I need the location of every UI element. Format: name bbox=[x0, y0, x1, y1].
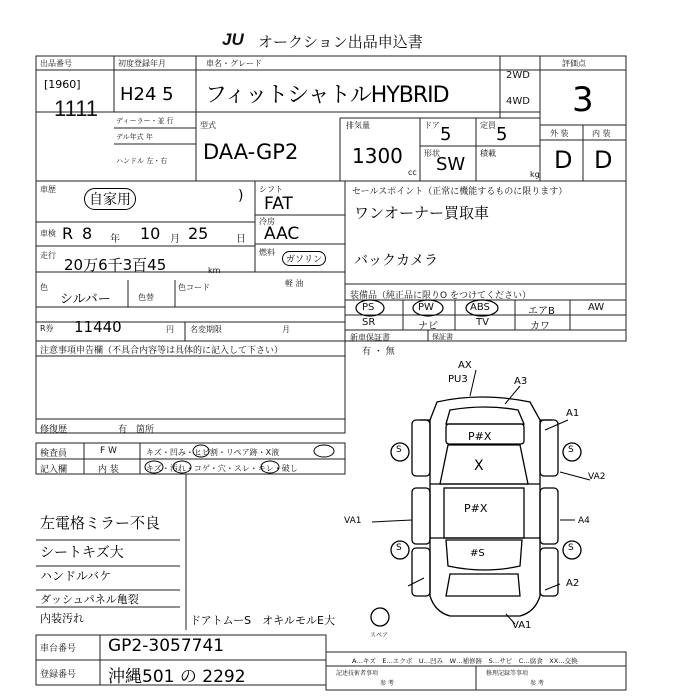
equip-pw: PW bbox=[418, 302, 434, 313]
car-name-label: 車名・グレード bbox=[206, 59, 262, 68]
entry-interior-items: キズ・汚れ・コゲ・穴・スレ・キレ・破し bbox=[146, 464, 298, 473]
dealer-year-label: デル年式 年 bbox=[116, 133, 153, 141]
history-label: 車歴 bbox=[40, 185, 56, 194]
shaken-year-unit: 年 bbox=[110, 234, 120, 245]
remark-1: 左電格ミラー不良 bbox=[40, 514, 161, 532]
shaken-era: R bbox=[62, 224, 74, 243]
equip-airbag: エアB bbox=[528, 306, 555, 317]
color-code-label: 色コード bbox=[178, 283, 210, 292]
displacement-label: 排気量 bbox=[346, 121, 370, 130]
inspector-label: 検査員 bbox=[40, 449, 68, 459]
mark-s-fl: S bbox=[396, 445, 402, 455]
registration-value: 沖縄501 の 2292 bbox=[108, 667, 246, 687]
entry-interior: 内 装 bbox=[98, 465, 119, 475]
mark-a2: A2 bbox=[566, 578, 580, 589]
drive-2wd: 2WD bbox=[506, 70, 530, 81]
legend-items: A…キズ E…エクボ U…凹み W…補修跡 S…サビ C…腐食 XX…交換 bbox=[352, 657, 578, 665]
ac-label: 冷房 bbox=[259, 217, 275, 226]
remark-3: ハンドルバケ bbox=[40, 569, 112, 583]
mark-a4: A4 bbox=[578, 516, 590, 526]
history-paren: ) bbox=[238, 188, 244, 204]
mark-rear-s: #S bbox=[470, 548, 485, 559]
displacement-value: 1300 bbox=[352, 144, 403, 168]
recycle-label: R券 bbox=[40, 324, 54, 333]
equip-navi: ナビ bbox=[418, 321, 438, 332]
new-car-warranty-value: 有 ・ 無 bbox=[362, 347, 395, 357]
shaken-month-unit: 月 bbox=[170, 234, 180, 245]
registration-label: 登録番号 bbox=[40, 670, 77, 680]
mileage-value: 20万6千3百45 bbox=[64, 256, 167, 274]
exterior-grade: D bbox=[554, 146, 573, 174]
equip-abs: ABS bbox=[470, 302, 490, 313]
diagram-arrows bbox=[372, 370, 590, 624]
mark-x-roof: X bbox=[474, 458, 484, 474]
car-name-value: フィットシャトルHYBRID bbox=[205, 83, 449, 108]
mark-a3: A3 bbox=[514, 376, 528, 387]
shaken-month: 10 bbox=[140, 224, 161, 243]
mark-p-front: P#X bbox=[468, 430, 492, 443]
chassis-value: GP2-3057741 bbox=[108, 636, 225, 656]
name-change-unit: 月 bbox=[282, 325, 290, 334]
recycle-unit: 円 bbox=[166, 325, 174, 334]
notes-label: 注意事項申告欄（不具合内容等は具体的に記入して下さい） bbox=[40, 346, 284, 356]
lot-number: 1111 bbox=[54, 96, 99, 121]
equip-tv: TV bbox=[476, 317, 489, 328]
model-value: DAA-GP2 bbox=[203, 140, 299, 164]
selling-points-label: セールスポイント（正常に機能するものに限ります） bbox=[352, 187, 568, 197]
shaken-day-unit: 日 bbox=[236, 234, 246, 245]
spare-label: スペア bbox=[370, 632, 389, 639]
legend-sub-1: 参 考 bbox=[380, 680, 394, 687]
inspector-fw-items: キズ・凹み・ヒビ割・リペア跡・X液 bbox=[146, 448, 280, 457]
model-label: 型式 bbox=[200, 121, 216, 130]
mark-va2: VA2 bbox=[588, 472, 606, 482]
mark-s-fr: S bbox=[568, 445, 574, 455]
warranty-label: 保証書 bbox=[432, 333, 453, 341]
inspector-fw: F W bbox=[100, 446, 117, 456]
capacity-value: 5 bbox=[496, 124, 508, 145]
handle-label: ハンドル 左・右 bbox=[116, 157, 168, 165]
remark-4: ダッシュパネル亀裂 bbox=[40, 593, 139, 606]
doors-label: ドア bbox=[424, 121, 440, 130]
shaken-year: 8 bbox=[82, 224, 93, 243]
shape-label: 形状 bbox=[424, 149, 440, 158]
first-registration-label: 初度登録年月 bbox=[118, 59, 166, 68]
score-value: 3 bbox=[572, 80, 594, 120]
import-label: ディーラー・並 行 bbox=[116, 117, 174, 125]
mileage-unit: km bbox=[208, 266, 221, 275]
color-change-label: 色替 bbox=[138, 293, 154, 302]
lot-number-small: [1960] bbox=[44, 78, 81, 91]
fuel-alt: 軽 油 bbox=[285, 279, 304, 288]
ac-value: AAC bbox=[264, 224, 300, 244]
mark-s-rr: S bbox=[568, 543, 574, 553]
drive-4wd: 4WD bbox=[506, 96, 530, 107]
mileage-label: 走行 bbox=[40, 251, 56, 260]
mark-s-rl: S bbox=[396, 543, 402, 553]
shift-label: シフト bbox=[259, 185, 283, 194]
load-label: 積載 bbox=[480, 149, 496, 158]
lot-number-label: 出品番号 bbox=[40, 59, 72, 68]
mark-pu3: PU3 bbox=[448, 374, 468, 385]
mark-ax: AX bbox=[458, 360, 472, 371]
capacity-label: 定員 bbox=[480, 121, 496, 130]
repair-value: 有 bbox=[118, 425, 128, 435]
shift-value: FAT bbox=[264, 194, 293, 214]
remark-5: 内装汚れ bbox=[40, 612, 84, 625]
score-label: 評価点 bbox=[562, 59, 586, 68]
mark-va1-left: VA1 bbox=[344, 516, 362, 526]
shaken-label: 車検 bbox=[40, 229, 56, 238]
selling-point-1: ワンオーナー買取車 bbox=[354, 204, 490, 222]
shape-value: SW bbox=[436, 154, 466, 175]
ju-logo: JU bbox=[222, 30, 244, 49]
doors-value: 5 bbox=[440, 124, 452, 145]
load-unit: kg bbox=[530, 170, 540, 179]
equip-ps: PS bbox=[362, 302, 375, 313]
repair-label: 修復歴 bbox=[40, 425, 68, 435]
equip-aw: AW bbox=[588, 302, 605, 313]
new-car-warranty-label: 新車保証書 bbox=[350, 333, 390, 342]
interior-label: 内 装 bbox=[592, 129, 611, 138]
mark-p-rear: P#X bbox=[464, 502, 488, 515]
name-change-label: 名変期限 bbox=[190, 325, 222, 334]
legend-note-1: 記述技術者事項 bbox=[336, 670, 379, 677]
fuel-label: 燃料 bbox=[259, 248, 275, 257]
recycle-value: 11440 bbox=[74, 318, 122, 336]
first-registration-value: H24 5 bbox=[120, 84, 174, 105]
exterior-label: 外 装 bbox=[550, 129, 569, 138]
interior-grade: D bbox=[594, 146, 613, 174]
legend-sub-2: 参 考 bbox=[530, 680, 544, 687]
mark-va1-bottom: VA1 bbox=[512, 620, 532, 631]
remark-6: ドアトムーS オキルモルE大 bbox=[190, 614, 335, 627]
color-label: 色 bbox=[40, 283, 48, 292]
selling-point-2: バックカメラ bbox=[354, 253, 438, 269]
equip-leather: カワ bbox=[530, 321, 550, 332]
equip-sr: SR bbox=[362, 317, 376, 328]
remark-2: シートキズ大 bbox=[40, 545, 124, 561]
color-value: シルバー bbox=[60, 292, 111, 307]
repair-unit: 箇所 bbox=[136, 425, 155, 435]
chassis-label: 車台番号 bbox=[40, 644, 77, 654]
history-value: 自家用 bbox=[84, 188, 136, 210]
mark-a1-top: A1 bbox=[566, 408, 580, 419]
legend-note-2: 修理記録等事項 bbox=[486, 670, 529, 677]
entry-label: 記入欄 bbox=[40, 465, 68, 475]
shaken-day: 25 bbox=[188, 224, 209, 243]
displacement-unit: cc bbox=[408, 168, 417, 177]
fuel-value: ガソリン bbox=[282, 251, 326, 266]
form-title: オークション出品申込書 bbox=[258, 34, 423, 51]
equipment-label: 装備品（純正品に限りO をつけてください） bbox=[350, 291, 531, 301]
